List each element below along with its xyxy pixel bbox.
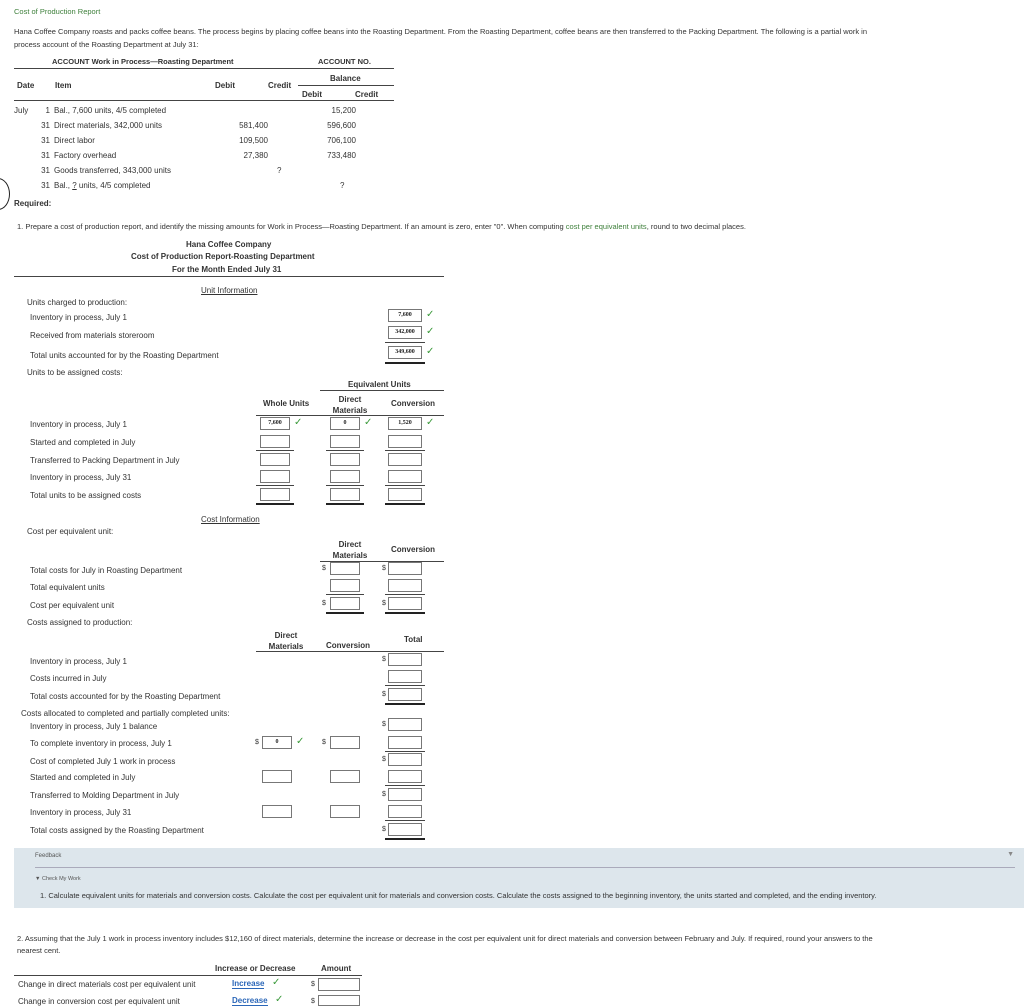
ca-row-label: Inventory in process, July 1: [30, 657, 127, 666]
feedback-text: 1. Calculate equivalent units for materials and conversion costs. Calculate the cost per equivalent unit for materials and conversion costs. Calculate the costs assigned to the beginning inventory, the units started and completed, and the ending inventory.: [40, 891, 877, 900]
eu-conv-inv-july1-input[interactable]: 1,520: [388, 417, 422, 430]
ledger-item: Direct materials, 342,000 units: [54, 121, 163, 130]
col-direct-materials: Direct Materials: [268, 631, 304, 651]
eu-whole-total-input[interactable]: [260, 488, 290, 501]
units-total-accounted-input[interactable]: 349,600: [388, 346, 422, 359]
dollar-sign: $: [322, 600, 326, 607]
eu-dm-started-input[interactable]: [330, 435, 360, 448]
alloc-transferred-total-input[interactable]: [388, 788, 422, 801]
eu-dm-inv-july1-input[interactable]: 0: [330, 417, 360, 430]
check-icon: ✓: [426, 309, 435, 320]
col-whole-units: Whole Units: [263, 399, 310, 408]
alloc-row-label: Transferred to Molding Department in July: [30, 791, 180, 800]
dm-change-select[interactable]: Increase: [232, 979, 265, 988]
alloc-to-complete-total-input[interactable]: [388, 736, 422, 749]
units-received-input[interactable]: 342,000: [388, 326, 422, 339]
cpe-conv-cost-per-eu-input[interactable]: [388, 597, 422, 610]
ledger-day: 31: [41, 136, 50, 145]
ledger-month: July: [14, 106, 29, 115]
alloc-row-label: Inventory in process, July 1 balance: [30, 722, 158, 731]
cpe-dm-total-costs-input[interactable]: [330, 562, 360, 575]
col-amount: Amount: [321, 964, 352, 973]
alloc-started-dm-input[interactable]: [262, 770, 292, 783]
ledger-col-debit: Debit: [215, 81, 235, 90]
ledger-col-bal-debit: Debit: [302, 90, 322, 99]
eu-dm-transferred-input[interactable]: [330, 453, 360, 466]
eu-whole-inv-july1-input[interactable]: 7,600: [260, 417, 290, 430]
eu-conv-started-input[interactable]: [388, 435, 422, 448]
eu-conv-inv-july31-input[interactable]: [388, 470, 422, 483]
feedback-label: Feedback: [35, 853, 62, 859]
ledger-account-no: ACCOUNT NO.: [318, 57, 371, 66]
eu-conv-transferred-input[interactable]: [388, 453, 422, 466]
alloc-inv-july31-dm-input[interactable]: [262, 805, 292, 818]
total-accounted-label: Total units accounted for by the Roasting Department: [30, 351, 219, 360]
dollar-sign: $: [382, 791, 386, 798]
cost-per-eu-label: Cost per equivalent unit:: [27, 527, 114, 536]
ca-row-label: Total costs accounted for by the Roasting Department: [30, 692, 221, 701]
ledger-day: 31: [41, 151, 50, 160]
page-title: Cost of Production Report: [14, 7, 101, 16]
eu-row-label: Total units to be assigned costs: [30, 491, 142, 500]
check-icon: ✓: [426, 417, 435, 428]
col-conversion: Conversion: [391, 545, 436, 554]
eu-row-label: Started and completed in July: [30, 438, 136, 447]
dollar-sign: $: [382, 565, 386, 572]
conversion-change-amount-input[interactable]: [318, 995, 360, 1006]
col-conversion: Conversion: [326, 641, 371, 650]
dollar-sign: $: [382, 656, 386, 663]
required-label: Required:: [14, 199, 52, 208]
alloc-row-label: Cost of completed July 1 work in process: [30, 757, 176, 766]
q2-row1-label: Change in direct materials cost per equivalent unit: [18, 980, 196, 989]
alloc-to-complete-dm-input[interactable]: 0: [262, 736, 292, 749]
eu-row-label: Inventory in process, July 1: [30, 420, 127, 429]
cpe-conv-total-eu-input[interactable]: [388, 579, 422, 592]
report-title: Cost of Production Report-Roasting Department: [131, 252, 315, 261]
col-direct-materials: Direct Materials: [332, 540, 368, 560]
dollar-sign: $: [311, 998, 315, 1005]
margin-circle: [0, 178, 10, 210]
units-charged-label: Units charged to production:: [27, 298, 128, 307]
ca-total-accounted-input[interactable]: [388, 688, 422, 701]
eu-whole-transferred-input[interactable]: [260, 453, 290, 466]
eu-dm-total-input[interactable]: [330, 488, 360, 501]
eu-row-label: Transferred to Packing Department in July: [30, 456, 180, 465]
eu-heading: Equivalent Units: [348, 380, 411, 389]
cost-info-heading: Cost Information: [201, 515, 260, 524]
units-assigned-label: Units to be assigned costs:: [27, 368, 123, 377]
cpe-glossary-link[interactable]: cost per equivalent units: [565, 222, 647, 231]
ledger-day: 31: [41, 181, 50, 190]
ledger-col-date: Date: [17, 81, 35, 90]
conversion-change-select[interactable]: Decrease: [232, 996, 268, 1005]
check-icon: ✓: [275, 994, 284, 1005]
cpe-dm-total-eu-input[interactable]: [330, 579, 360, 592]
alloc-total-assigned-input[interactable]: [388, 823, 422, 836]
cpe-dm-cost-per-eu-input[interactable]: [330, 597, 360, 610]
alloc-inv-balance-input[interactable]: [388, 718, 422, 731]
eu-whole-inv-july31-input[interactable]: [260, 470, 290, 483]
cpe-conv-total-costs-input[interactable]: [388, 562, 422, 575]
cpe-row-label: Cost per equivalent unit: [30, 601, 115, 610]
ledger-account-title: ACCOUNT Work in Process—Roasting Department: [52, 57, 234, 66]
ca-costs-incurred-total-input[interactable]: [388, 670, 422, 683]
intro-text: [14, 25, 1019, 51]
ledger-col-bal-credit: Credit: [355, 90, 379, 99]
ledger-debit: 27,380: [243, 151, 268, 160]
ledger-credit-unknown: ?: [277, 166, 282, 175]
dollar-sign: $: [382, 756, 386, 763]
dollar-sign: $: [322, 565, 326, 572]
ledger-debit: 109,500: [239, 136, 268, 145]
alloc-to-complete-conv-input[interactable]: [330, 736, 360, 749]
ledger-item: Direct labor: [54, 136, 95, 145]
costs-assigned-label: Costs assigned to production:: [27, 618, 133, 627]
check-icon: ✓: [426, 346, 435, 357]
dollar-sign: $: [311, 981, 315, 988]
unit-info-heading: Unit Information: [201, 286, 258, 295]
alloc-inv-july31-total-input[interactable]: [388, 805, 422, 818]
ledger-day: 1: [45, 106, 50, 115]
dollar-sign: $: [255, 739, 259, 746]
dm-change-amount-input[interactable]: [318, 978, 360, 991]
received-label: Received from materials storeroom: [30, 331, 155, 340]
ledger-item: Goods transferred, 343,000 units: [54, 166, 171, 175]
dollar-sign: $: [382, 691, 386, 698]
col-increase-decrease: Increase or Decrease: [215, 964, 296, 973]
eu-dm-inv-july31-input[interactable]: [330, 470, 360, 483]
ca-inv-july1-total-input[interactable]: [388, 653, 422, 666]
alloc-cost-completed-input[interactable]: [388, 753, 422, 766]
cpe-row-label: Total costs for July in Roasting Department: [30, 566, 183, 575]
ledger-item: Factory overhead: [54, 151, 117, 160]
units-inv-july1-input[interactable]: 7,600: [388, 309, 422, 322]
ledger-bal-unknown: ?: [340, 181, 345, 190]
check-icon: ✓: [364, 417, 373, 428]
check-icon: ✓: [294, 417, 303, 428]
allocated-label: Costs allocated to completed and partially completed units:: [21, 709, 230, 718]
eu-conv-total-input[interactable]: [388, 488, 422, 501]
feedback-panel: [14, 848, 1024, 908]
ledger-bal-debit: 15,200: [331, 106, 356, 115]
intro-line-2: process account of the Roasting Department at July 31:: [14, 40, 199, 49]
alloc-row-label: Started and completed in July: [30, 773, 136, 782]
ledger-item: Bal., 7,600 units, 4/5 completed: [54, 106, 167, 115]
ledger-col-credit: Credit: [268, 81, 292, 90]
ledger-bal-debit: 596,600: [327, 121, 356, 130]
dollar-sign: $: [382, 721, 386, 728]
ledger-bal-debit: 706,100: [327, 136, 356, 145]
question-2: 2. Assuming that the July 1 work in process inventory includes $12,160 of direct materials, determine the increase or decrease in the cost per equivalent unit for direct materials and conversion between February and July. If required, round your answers to the nearest cent.: [17, 934, 873, 955]
intro-line-1: Hana Coffee Company roasts and packs coffee beans. The process begins by placing coffee beans into the Roasting Department. From the Roasting Department, coffee beans are then transferred to the Packing Department. The following is a partial work in: [14, 27, 867, 36]
ledger-col-item: Item: [55, 81, 72, 90]
ledger-col-balance: Balance: [330, 74, 361, 83]
ledger-debit: 581,400: [239, 121, 268, 130]
report-period: For the Month Ended July 31: [172, 265, 282, 274]
ledger-day: 31: [41, 121, 50, 130]
check-icon: ✓: [296, 736, 305, 747]
q2-row2-label: Change in conversion cost per equivalent unit: [18, 997, 180, 1006]
ledger-day: 31: [41, 166, 50, 175]
dollar-sign: $: [322, 739, 326, 746]
dollar-sign: $: [382, 600, 386, 607]
col-direct-materials: Direct Materials: [332, 395, 368, 415]
alloc-row-label: Total costs assigned by the Roasting Department: [30, 826, 204, 835]
alloc-row-label: To complete inventory in process, July 1: [30, 739, 172, 748]
alloc-row-label: Inventory in process, July 31: [30, 808, 132, 817]
alloc-started-total-input[interactable]: [388, 770, 422, 783]
alloc-inv-july31-conv-input[interactable]: [330, 805, 360, 818]
eu-row-label: Inventory in process, July 31: [30, 473, 132, 482]
alloc-started-conv-input[interactable]: [330, 770, 360, 783]
check-icon: ✓: [272, 977, 281, 988]
ca-row-label: Costs incurred in July: [30, 674, 107, 683]
check-icon: ✓: [426, 326, 435, 337]
feedback-toggle-icon[interactable]: ▼: [1007, 851, 1014, 858]
col-conversion: Conversion: [391, 399, 436, 408]
check-my-work[interactable]: ▼ Check My Work: [35, 876, 81, 882]
cpe-row-label: Total equivalent units: [30, 583, 105, 592]
ledger-item: Bal., ? units, 4/5 completed: [54, 181, 151, 190]
col-total: Total: [404, 635, 423, 644]
eu-whole-started-input[interactable]: [260, 435, 290, 448]
inv-july1-label: Inventory in process, July 1: [30, 313, 127, 322]
report-company: Hana Coffee Company: [186, 240, 272, 249]
question-1: 1. Prepare a cost of production report, and identify the missing amounts for Work in Process—Roasting Department. If an amount is zero, enter "0". When computing cost per equivalent units, round to two decimal places.: [17, 222, 746, 231]
dollar-sign: $: [382, 826, 386, 833]
ledger-bal-debit: 733,480: [327, 151, 356, 160]
